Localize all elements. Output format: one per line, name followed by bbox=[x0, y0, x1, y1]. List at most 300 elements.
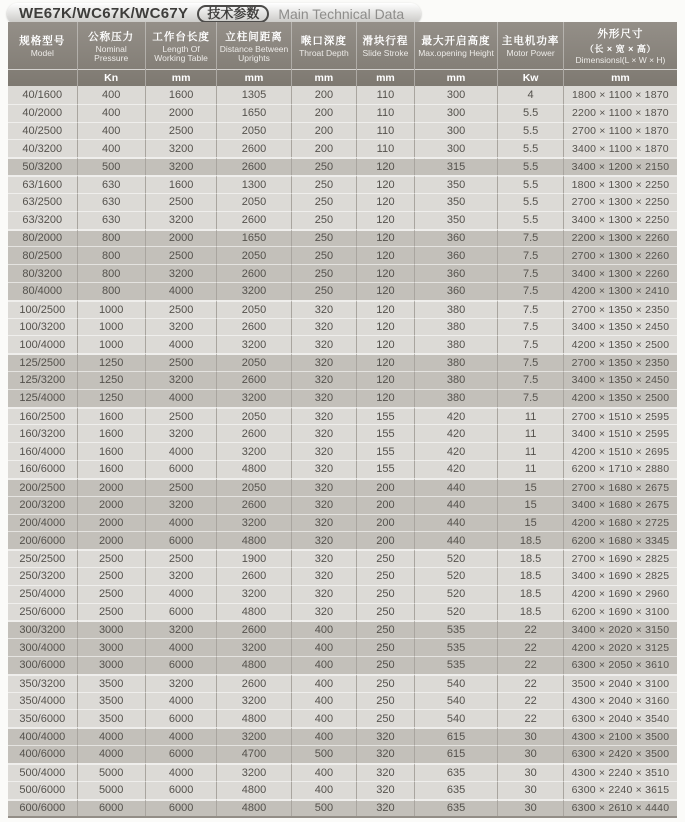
value-cell: 800 bbox=[78, 246, 146, 264]
value-cell: 2000 bbox=[78, 531, 146, 549]
table-row bbox=[8, 246, 677, 264]
value-cell: 2050 bbox=[217, 122, 291, 140]
model-cell: 400/4000 bbox=[8, 727, 78, 745]
model-cell: 160/4000 bbox=[8, 442, 78, 460]
value-cell: 120 bbox=[357, 264, 415, 282]
value-cell: 300 bbox=[415, 122, 499, 140]
value-cell: 635 bbox=[415, 763, 499, 781]
value-cell: 1250 bbox=[78, 353, 146, 371]
column-header-en: Slide Stroke bbox=[362, 48, 409, 59]
model-cell: 250/6000 bbox=[8, 603, 78, 621]
value-cell: 500 bbox=[292, 799, 358, 817]
model-cell: 300/6000 bbox=[8, 656, 78, 674]
technical-data-table bbox=[8, 22, 677, 818]
column-header-unit: mm bbox=[415, 69, 498, 86]
table-row bbox=[8, 86, 677, 104]
value-cell: 3400 × 1300 × 2250 bbox=[564, 211, 677, 229]
value-cell: 320 bbox=[292, 567, 358, 585]
value-cell: 380 bbox=[415, 353, 499, 371]
value-cell: 6000 bbox=[146, 531, 218, 549]
value-cell: 1000 bbox=[78, 318, 146, 336]
column-header-unit: Kn bbox=[78, 69, 145, 86]
value-cell: 3200 bbox=[146, 371, 218, 389]
value-cell: 6000 bbox=[146, 709, 218, 727]
value-cell: 6200 × 1690 × 3100 bbox=[564, 603, 677, 621]
value-cell: 615 bbox=[415, 727, 499, 745]
value-cell: 7.5 bbox=[498, 246, 564, 264]
value-cell: 4000 bbox=[146, 638, 218, 656]
value-cell: 22 bbox=[498, 638, 564, 656]
column-header bbox=[8, 22, 78, 86]
table-body bbox=[8, 86, 677, 816]
model-cell: 63/1600 bbox=[8, 175, 78, 193]
table-row bbox=[8, 656, 677, 674]
value-cell: 4200 × 1680 × 2725 bbox=[564, 514, 677, 532]
value-cell: 3400 × 1200 × 2150 bbox=[564, 157, 677, 175]
column-header-cn: 最大开启高度 bbox=[421, 35, 491, 48]
value-cell: 800 bbox=[78, 264, 146, 282]
value-cell: 120 bbox=[357, 353, 415, 371]
value-cell: 3400 × 1680 × 2675 bbox=[564, 496, 677, 514]
value-cell: 3200 bbox=[146, 567, 218, 585]
value-cell: 1600 bbox=[78, 424, 146, 442]
value-cell: 200 bbox=[357, 496, 415, 514]
value-cell: 6000 bbox=[146, 799, 218, 817]
model-cell: 300/4000 bbox=[8, 638, 78, 656]
value-cell: 7.5 bbox=[498, 353, 564, 371]
value-cell: 300 bbox=[415, 139, 499, 157]
value-cell: 2600 bbox=[217, 424, 291, 442]
value-cell: 2500 bbox=[78, 549, 146, 567]
value-cell: 7.5 bbox=[498, 264, 564, 282]
value-cell: 250 bbox=[292, 157, 358, 175]
value-cell: 315 bbox=[415, 157, 499, 175]
value-cell: 400 bbox=[292, 620, 358, 638]
value-cell: 300 bbox=[415, 86, 499, 104]
column-header-unit: mm bbox=[292, 69, 357, 86]
value-cell: 6000 bbox=[146, 460, 218, 478]
value-cell: 800 bbox=[78, 282, 146, 300]
model-cell: 250/3200 bbox=[8, 567, 78, 585]
value-cell: 4000 bbox=[146, 727, 218, 745]
value-cell: 4000 bbox=[146, 335, 218, 353]
title-model-series: WE67K/WC67K/WC67Y bbox=[19, 5, 189, 22]
value-cell: 2000 bbox=[78, 478, 146, 496]
value-cell: 1900 bbox=[217, 549, 291, 567]
column-header-unit: mm bbox=[217, 69, 290, 86]
column-header-cn: 喉口深度 bbox=[300, 35, 347, 48]
value-cell: 1250 bbox=[78, 389, 146, 407]
model-cell: 200/2500 bbox=[8, 478, 78, 496]
value-cell: 320 bbox=[292, 318, 358, 336]
value-cell: 540 bbox=[415, 692, 499, 710]
value-cell: 300 bbox=[415, 104, 499, 122]
value-cell: 4000 bbox=[146, 442, 218, 460]
value-cell: 2050 bbox=[217, 478, 291, 496]
value-cell: 4800 bbox=[217, 799, 291, 817]
value-cell: 250 bbox=[292, 229, 358, 247]
value-cell: 3400 × 2020 × 3150 bbox=[564, 620, 677, 638]
value-cell: 200 bbox=[357, 478, 415, 496]
value-cell: 3200 bbox=[217, 442, 291, 460]
table-row bbox=[8, 104, 677, 122]
value-cell: 4200 × 1300 × 2410 bbox=[564, 282, 677, 300]
table-row bbox=[8, 674, 677, 692]
table-row bbox=[8, 282, 677, 300]
table-row bbox=[8, 300, 677, 318]
value-cell: 5.5 bbox=[498, 139, 564, 157]
value-cell: 155 bbox=[357, 442, 415, 460]
model-cell: 160/2500 bbox=[8, 407, 78, 425]
table-row bbox=[8, 193, 677, 211]
value-cell: 120 bbox=[357, 282, 415, 300]
value-cell: 320 bbox=[292, 496, 358, 514]
value-cell: 520 bbox=[415, 585, 499, 603]
value-cell: 4200 × 1510 × 2695 bbox=[564, 442, 677, 460]
model-cell: 300/3200 bbox=[8, 620, 78, 638]
value-cell: 320 bbox=[357, 763, 415, 781]
value-cell: 320 bbox=[292, 603, 358, 621]
model-cell: 350/6000 bbox=[8, 709, 78, 727]
value-cell: 30 bbox=[498, 763, 564, 781]
value-cell: 500 bbox=[292, 745, 358, 763]
value-cell: 250 bbox=[292, 211, 358, 229]
value-cell: 6000 bbox=[78, 799, 146, 817]
table-row bbox=[8, 745, 677, 763]
value-cell: 320 bbox=[292, 407, 358, 425]
value-cell: 3400 × 1690 × 2825 bbox=[564, 567, 677, 585]
value-cell: 2500 bbox=[146, 122, 218, 140]
value-cell: 250 bbox=[292, 282, 358, 300]
model-cell: 125/4000 bbox=[8, 389, 78, 407]
value-cell: 2500 bbox=[78, 603, 146, 621]
value-cell: 2500 bbox=[78, 585, 146, 603]
value-cell: 4800 bbox=[217, 781, 291, 799]
value-cell: 18.5 bbox=[498, 585, 564, 603]
value-cell: 110 bbox=[357, 86, 415, 104]
value-cell: 1800 × 1300 × 2250 bbox=[564, 175, 677, 193]
value-cell: 7.5 bbox=[498, 318, 564, 336]
value-cell: 22 bbox=[498, 709, 564, 727]
value-cell: 520 bbox=[415, 567, 499, 585]
model-cell: 100/4000 bbox=[8, 335, 78, 353]
value-cell: 4000 bbox=[146, 514, 218, 532]
value-cell: 1305 bbox=[217, 86, 291, 104]
table-row bbox=[8, 318, 677, 336]
value-cell: 2700 × 1300 × 2260 bbox=[564, 246, 677, 264]
value-cell: 420 bbox=[415, 407, 499, 425]
value-cell: 155 bbox=[357, 460, 415, 478]
column-header bbox=[564, 22, 677, 86]
value-cell: 3200 bbox=[217, 692, 291, 710]
value-cell: 420 bbox=[415, 424, 499, 442]
value-cell: 250 bbox=[292, 193, 358, 211]
column-header bbox=[498, 22, 564, 86]
column-header-label bbox=[217, 22, 290, 69]
model-cell: 250/2500 bbox=[8, 549, 78, 567]
value-cell: 380 bbox=[415, 389, 499, 407]
value-cell: 3200 bbox=[146, 496, 218, 514]
value-cell: 200 bbox=[292, 122, 358, 140]
value-cell: 4800 bbox=[217, 460, 291, 478]
value-cell: 5.5 bbox=[498, 104, 564, 122]
value-cell: 7.5 bbox=[498, 335, 564, 353]
table-row bbox=[8, 603, 677, 621]
value-cell: 2600 bbox=[217, 318, 291, 336]
value-cell: 200 bbox=[357, 531, 415, 549]
table-row bbox=[8, 229, 677, 247]
value-cell: 2600 bbox=[217, 211, 291, 229]
column-header-cn: 公称压力 bbox=[88, 30, 135, 43]
value-cell: 18.5 bbox=[498, 531, 564, 549]
value-cell: 200 bbox=[292, 86, 358, 104]
value-cell: 520 bbox=[415, 603, 499, 621]
value-cell: 5.5 bbox=[498, 122, 564, 140]
value-cell: 110 bbox=[357, 122, 415, 140]
table-row bbox=[8, 424, 677, 442]
value-cell: 2050 bbox=[217, 353, 291, 371]
value-cell: 3200 bbox=[217, 389, 291, 407]
value-cell: 2700 × 1300 × 2250 bbox=[564, 193, 677, 211]
model-cell: 100/3200 bbox=[8, 318, 78, 336]
value-cell: 400 bbox=[78, 139, 146, 157]
value-cell: 320 bbox=[292, 371, 358, 389]
value-cell: 4200 × 1350 × 2500 bbox=[564, 335, 677, 353]
table-row bbox=[8, 799, 677, 817]
table-row bbox=[8, 407, 677, 425]
value-cell: 120 bbox=[357, 157, 415, 175]
value-cell: 440 bbox=[415, 531, 499, 549]
value-cell: 400 bbox=[292, 674, 358, 692]
value-cell: 120 bbox=[357, 229, 415, 247]
value-cell: 2600 bbox=[217, 264, 291, 282]
value-cell: 2500 bbox=[146, 549, 218, 567]
value-cell: 320 bbox=[292, 300, 358, 318]
value-cell: 2600 bbox=[217, 371, 291, 389]
value-cell: 360 bbox=[415, 282, 499, 300]
value-cell: 3200 bbox=[217, 282, 291, 300]
value-cell: 1000 bbox=[78, 335, 146, 353]
value-cell: 6300 × 2050 × 3610 bbox=[564, 656, 677, 674]
value-cell: 2500 bbox=[146, 300, 218, 318]
column-header bbox=[415, 22, 499, 86]
value-cell: 2700 × 1690 × 2825 bbox=[564, 549, 677, 567]
value-cell: 18.5 bbox=[498, 603, 564, 621]
value-cell: 4000 bbox=[146, 585, 218, 603]
value-cell: 6000 bbox=[146, 781, 218, 799]
value-cell: 4000 bbox=[146, 282, 218, 300]
table-row bbox=[8, 335, 677, 353]
value-cell: 420 bbox=[415, 442, 499, 460]
value-cell: 635 bbox=[415, 781, 499, 799]
value-cell: 4300 × 2100 × 3500 bbox=[564, 727, 677, 745]
column-header-unit: mm bbox=[357, 69, 414, 86]
value-cell: 120 bbox=[357, 211, 415, 229]
value-cell: 15 bbox=[498, 514, 564, 532]
table-row bbox=[8, 442, 677, 460]
value-cell: 18.5 bbox=[498, 567, 564, 585]
value-cell: 4800 bbox=[217, 531, 291, 549]
value-cell: 4000 bbox=[146, 389, 218, 407]
column-header bbox=[78, 22, 146, 86]
value-cell: 1300 bbox=[217, 175, 291, 193]
value-cell: 400 bbox=[292, 727, 358, 745]
value-cell: 1650 bbox=[217, 229, 291, 247]
model-cell: 350/3200 bbox=[8, 674, 78, 692]
value-cell: 3400 × 1300 × 2260 bbox=[564, 264, 677, 282]
value-cell: 3500 bbox=[78, 709, 146, 727]
value-cell: 4000 bbox=[78, 745, 146, 763]
value-cell: 630 bbox=[78, 193, 146, 211]
column-header-en: Throat Depth bbox=[299, 48, 349, 59]
title-cn-badge: 技术参数 bbox=[197, 5, 269, 23]
value-cell: 120 bbox=[357, 389, 415, 407]
column-header-label bbox=[498, 22, 563, 69]
value-cell: 3200 bbox=[217, 585, 291, 603]
value-cell: 4200 × 1690 × 2960 bbox=[564, 585, 677, 603]
value-cell: 3500 bbox=[78, 692, 146, 710]
value-cell: 3000 bbox=[78, 620, 146, 638]
value-cell: 320 bbox=[292, 478, 358, 496]
value-cell: 3400 × 1100 × 1870 bbox=[564, 139, 677, 157]
value-cell: 2600 bbox=[217, 620, 291, 638]
column-header-en: Nominal Pressure bbox=[94, 43, 129, 63]
column-header-en: Motor Power bbox=[506, 48, 555, 59]
value-cell: 540 bbox=[415, 709, 499, 727]
column-header-label bbox=[564, 22, 677, 69]
column-header-cn: 外形尺寸 bbox=[597, 28, 644, 41]
value-cell: 155 bbox=[357, 407, 415, 425]
value-cell: 250 bbox=[357, 638, 415, 656]
value-cell: 3200 bbox=[146, 318, 218, 336]
value-cell: 400 bbox=[292, 781, 358, 799]
value-cell: 2500 bbox=[146, 246, 218, 264]
value-cell: 3000 bbox=[78, 656, 146, 674]
value-cell: 200 bbox=[292, 139, 358, 157]
value-cell: 3200 bbox=[146, 211, 218, 229]
value-cell: 6300 × 2420 × 3500 bbox=[564, 745, 677, 763]
column-header-cn2: （长 × 宽 × 高） bbox=[584, 44, 656, 55]
model-cell: 50/3200 bbox=[8, 157, 78, 175]
value-cell: 3200 bbox=[146, 139, 218, 157]
value-cell: 1600 bbox=[78, 442, 146, 460]
column-header-label bbox=[292, 22, 357, 69]
table-row bbox=[8, 264, 677, 282]
value-cell: 7.5 bbox=[498, 300, 564, 318]
value-cell: 4300 × 2040 × 3160 bbox=[564, 692, 677, 710]
value-cell: 250 bbox=[292, 246, 358, 264]
value-cell: 400 bbox=[292, 692, 358, 710]
table-row bbox=[8, 478, 677, 496]
value-cell: 6300 × 2040 × 3540 bbox=[564, 709, 677, 727]
table-row bbox=[8, 139, 677, 157]
column-header-label bbox=[415, 22, 498, 69]
column-header-label bbox=[8, 22, 77, 69]
model-cell: 40/2500 bbox=[8, 122, 78, 140]
value-cell: 5.5 bbox=[498, 211, 564, 229]
table-row bbox=[8, 389, 677, 407]
value-cell: 2050 bbox=[217, 300, 291, 318]
value-cell: 120 bbox=[357, 318, 415, 336]
value-cell: 1600 bbox=[78, 407, 146, 425]
table-row bbox=[8, 585, 677, 603]
value-cell: 440 bbox=[415, 496, 499, 514]
value-cell: 22 bbox=[498, 674, 564, 692]
model-cell: 250/4000 bbox=[8, 585, 78, 603]
value-cell: 320 bbox=[292, 389, 358, 407]
value-cell: 320 bbox=[292, 335, 358, 353]
value-cell: 360 bbox=[415, 264, 499, 282]
value-cell: 250 bbox=[357, 709, 415, 727]
model-cell: 160/3200 bbox=[8, 424, 78, 442]
table-row bbox=[8, 549, 677, 567]
value-cell: 30 bbox=[498, 799, 564, 817]
model-cell: 200/3200 bbox=[8, 496, 78, 514]
value-cell: 250 bbox=[357, 620, 415, 638]
value-cell: 5.5 bbox=[498, 193, 564, 211]
value-cell: 400 bbox=[292, 656, 358, 674]
value-cell: 320 bbox=[357, 727, 415, 745]
value-cell: 250 bbox=[292, 175, 358, 193]
value-cell: 800 bbox=[78, 229, 146, 247]
value-cell: 380 bbox=[415, 371, 499, 389]
value-cell: 250 bbox=[357, 674, 415, 692]
value-cell: 350 bbox=[415, 175, 499, 193]
column-header-cn: 滑块行程 bbox=[362, 35, 409, 48]
model-cell: 200/4000 bbox=[8, 514, 78, 532]
value-cell: 2000 bbox=[78, 514, 146, 532]
value-cell: 1600 bbox=[78, 460, 146, 478]
value-cell: 2700 × 1350 × 2350 bbox=[564, 300, 677, 318]
value-cell: 120 bbox=[357, 371, 415, 389]
value-cell: 320 bbox=[357, 781, 415, 799]
value-cell: 4800 bbox=[217, 709, 291, 727]
value-cell: 1600 bbox=[146, 175, 218, 193]
column-header-en: Dimensionsl(L × W × H) bbox=[575, 55, 666, 66]
value-cell: 6300 × 2610 × 4440 bbox=[564, 799, 677, 817]
value-cell: 22 bbox=[498, 692, 564, 710]
column-header-label bbox=[357, 22, 414, 69]
table-row bbox=[8, 531, 677, 549]
value-cell: 2000 bbox=[146, 104, 218, 122]
value-cell: 120 bbox=[357, 335, 415, 353]
value-cell: 1650 bbox=[217, 104, 291, 122]
value-cell: 6000 bbox=[146, 603, 218, 621]
value-cell: 2500 bbox=[78, 567, 146, 585]
value-cell: 110 bbox=[357, 139, 415, 157]
value-cell: 2500 bbox=[146, 407, 218, 425]
value-cell: 3200 bbox=[146, 424, 218, 442]
model-cell: 400/6000 bbox=[8, 745, 78, 763]
table-row bbox=[8, 692, 677, 710]
column-header-unit bbox=[8, 69, 77, 86]
value-cell: 2500 bbox=[146, 193, 218, 211]
value-cell: 380 bbox=[415, 300, 499, 318]
value-cell: 2600 bbox=[217, 157, 291, 175]
value-cell: 120 bbox=[357, 246, 415, 264]
model-cell: 40/3200 bbox=[8, 139, 78, 157]
value-cell: 2700 × 1510 × 2595 bbox=[564, 407, 677, 425]
model-cell: 80/2000 bbox=[8, 229, 78, 247]
model-cell: 63/3200 bbox=[8, 211, 78, 229]
value-cell: 4800 bbox=[217, 603, 291, 621]
model-cell: 125/3200 bbox=[8, 371, 78, 389]
table-row bbox=[8, 496, 677, 514]
value-cell: 320 bbox=[292, 460, 358, 478]
value-cell: 250 bbox=[357, 656, 415, 674]
value-cell: 535 bbox=[415, 620, 499, 638]
value-cell: 320 bbox=[292, 442, 358, 460]
